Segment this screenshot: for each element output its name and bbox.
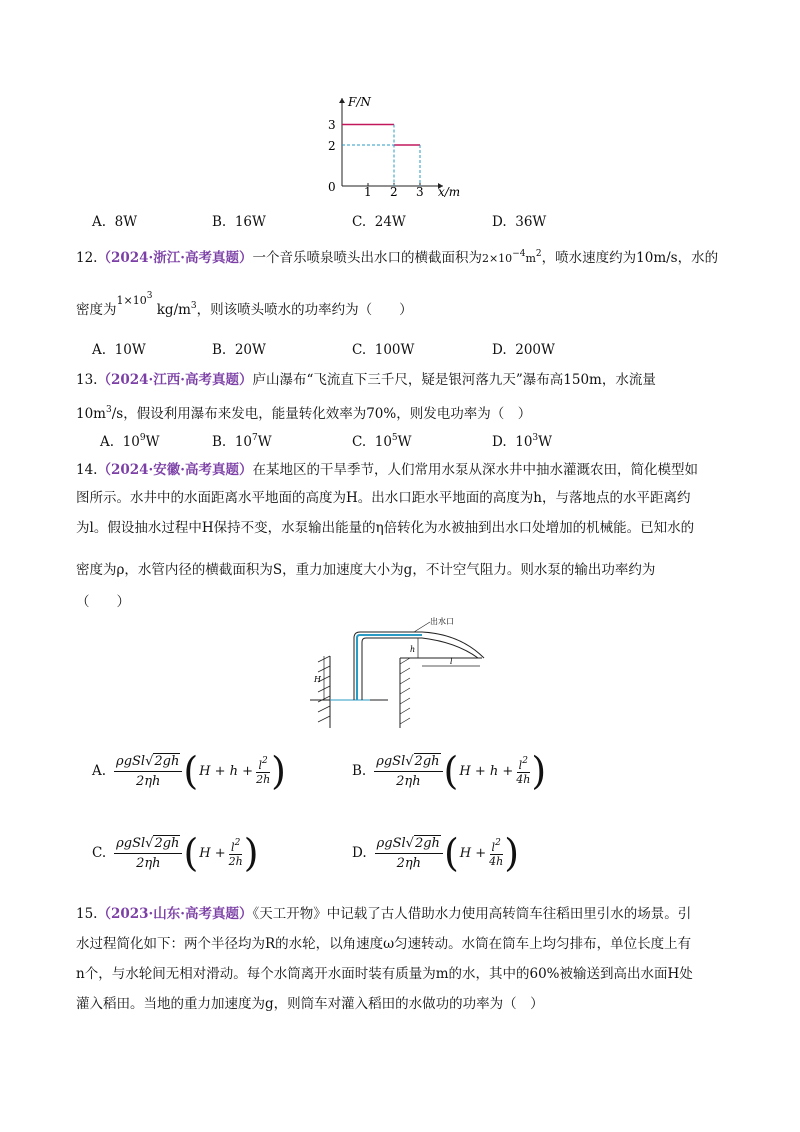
- H-label: H: [314, 675, 321, 684]
- q12-option-a[interactable]: A. 10W: [92, 342, 146, 358]
- x-tick-label: 2: [390, 185, 398, 199]
- source-tag: （2024·江西·高考真题）: [97, 372, 253, 388]
- q14-option-b[interactable]: B. $\frac{\text{ρgSl√2gh}}{2\eta h}$ ( H + h + $\frac{l^2}{4h}$ ): [352, 749, 547, 793]
- y-tick-label: 3: [328, 118, 336, 132]
- q12-line-2: 密度为$^{1\times 10^3}$ $kg/m^3$，则该喷头喷水的功率约为（ ）: [76, 291, 413, 318]
- outlet-label: 出水口: [430, 617, 454, 626]
- q14-line-3: 为l。假设抽水过程中H保持不变，水泵输出能量的η倍转化为水被抽到出水口处增加的机械能。已知水的: [76, 520, 695, 536]
- q12-line-1: 12.（2024·浙江·高考真题）一个音乐喷泉喷头出水口的横截面积为$2\times 10^{-4}m^2$，喷水速度约为10m/s，水的: [76, 249, 719, 266]
- q13-option-b[interactable]: B. $10^7W$: [212, 433, 272, 450]
- q11-option-a[interactable]: A. 8W: [92, 214, 138, 230]
- q11-option-c[interactable]: C. 24W: [352, 214, 406, 230]
- l-label: l: [450, 657, 453, 666]
- q13-line-2: $10m^3/s$，假设利用瀑布来发电，能量转化效率为70%，则发电功率为（ ）: [76, 405, 532, 422]
- q15-line-2: 水过程简化如下：两个半径均为R的水轮，以角速度ω匀速转动。水筒在筒车上均匀排布，单位长度上有: [76, 936, 692, 952]
- q11-option-b[interactable]: B. 16W: [212, 214, 266, 230]
- q12-option-b[interactable]: B. 20W: [212, 342, 266, 358]
- q14-line-5: （ ）: [76, 594, 130, 610]
- q12-option-c[interactable]: C. 100W: [352, 342, 415, 358]
- source-tag: （2024·浙江·高考真题）: [97, 250, 253, 266]
- q14-option-c[interactable]: C. $\frac{\text{ρgSl√2gh}}{2\eta h}$ ( H + $\frac{l^2}{2h}$ ): [92, 831, 259, 875]
- q14-line-2: 图所示。水井中的水面距离水平地面的高度为H。出水口距水平地面的高度为h，与落地点的水平距离约: [76, 490, 691, 506]
- y-axis-arrow: [339, 98, 345, 103]
- q15-line-4: 灌入稻田。当地的重力加速度为g，则筒车对灌入稻田的水做功的功率为（ ）: [76, 996, 544, 1012]
- q13-option-d[interactable]: D. $10^3W$: [492, 433, 553, 450]
- source-tag: （2023·山东·高考真题）: [97, 906, 253, 922]
- q14-line-4: 密度为ρ，水管内径的横截面积为S，重力加速度大小为g，不计空气阻力。则水泵的输出功率约为: [76, 562, 656, 578]
- q15-line-3: n个，与水轮间无相对滑动。每个水筒离开水面时装有质量为m的水，其中的60%被输送到高出水面H处: [76, 966, 693, 982]
- x-tick-label: 1: [364, 185, 372, 199]
- question-number: 15.: [76, 906, 98, 922]
- question-number: 14.: [76, 462, 98, 478]
- q12-option-d[interactable]: D. 200W: [492, 342, 555, 358]
- q15-line-1: 15.（2023·山东·高考真题）《天工开物》中记载了古人借助水力使用高转筒车往稻田里引水的场景。引: [76, 906, 692, 922]
- y-tick-label: 2: [328, 139, 336, 153]
- source-tag: （2024·安徽·高考真题）: [97, 462, 253, 478]
- q13-option-a[interactable]: A. $10^9W$: [100, 433, 160, 450]
- q13-line-1: 13.（2024·江西·高考真题）庐山瀑布“飞流直下三千尺，疑是银河落九天”瀑布高150m，水流量: [76, 372, 656, 388]
- question-number: 12.: [76, 250, 98, 266]
- y-axis-label: F/N: [348, 95, 371, 109]
- q14-option-d[interactable]: D. $\frac{\text{ρgSl√2gh}}{2\eta h}$ ( H + $\frac{l^2}{4h}$ ): [352, 831, 520, 875]
- x-axis-label: x/m: [438, 185, 461, 199]
- q14-option-a[interactable]: A. $\frac{\text{ρgSl√2gh}}{2\eta h}$ ( H + h + $\frac{l^2}{2h}$ ): [92, 749, 286, 793]
- h-label: h: [410, 645, 416, 654]
- origin-label: 0: [328, 180, 336, 194]
- q11-option-d[interactable]: D. 36W: [492, 214, 547, 230]
- water-pump-diagram: [310, 612, 500, 732]
- q13-option-c[interactable]: C. $10^5W$: [352, 433, 412, 450]
- x-tick-label: 3: [416, 185, 424, 199]
- question-number: 13.: [76, 372, 98, 388]
- q14-line-1: 14.（2024·安徽·高考真题）在某地区的干旱季节，人们常用水泵从深水井中抽水灌溉农田，简化模型如: [76, 462, 698, 478]
- force-displacement-chart: [316, 90, 476, 202]
